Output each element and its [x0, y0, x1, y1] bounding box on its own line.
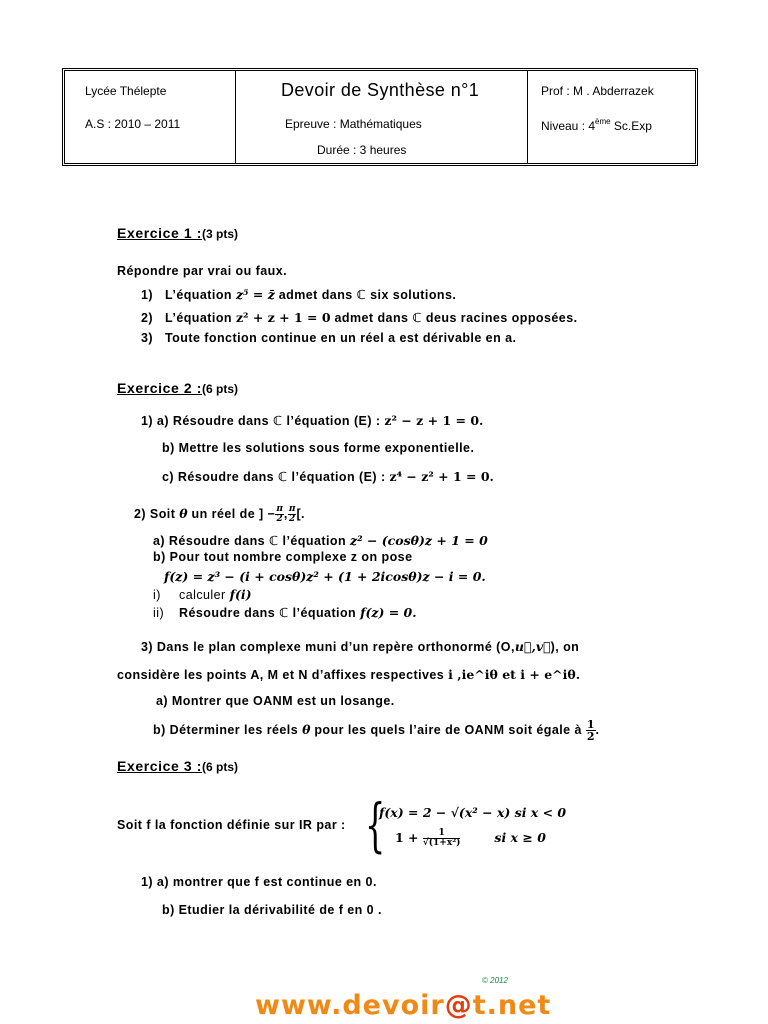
- exercise-3-title: Exercice 3 :(6 pts): [117, 758, 239, 774]
- exercise-3-intro: Soit f la fonction définie sur IR par :: [117, 818, 346, 832]
- exercise-2-part-1c: c) Résoudre dans ℂ l’équation (E) : z⁴ − z² + 1 = 0.: [162, 469, 494, 484]
- exam-title: Devoir de Synthèse n°1: [281, 80, 480, 100]
- exercise-3-question-1a: 1) a) montrer que f est continue en 0.: [141, 875, 377, 889]
- exam-subject: Epreuve : Mathématiques: [285, 117, 422, 131]
- teacher-name: Prof : M . Abderrazek: [541, 84, 654, 98]
- exercise-2-part-3a: a) Montrer que OANM est un losange.: [156, 694, 395, 708]
- exercise-2-part-2b: b) Pour tout nombre complexe z on pose: [153, 550, 413, 564]
- exercise-2-part-2i: i) calculer f(i): [153, 587, 252, 602]
- piecewise-case-1: f(x) = 2 − √(x² − x) si x < 0: [379, 805, 567, 820]
- class-level: Niveau : 4ème Sc.Exp: [541, 117, 652, 133]
- header-box: [62, 68, 698, 166]
- exercise-1-title: Exercice 1 :(3 pts): [117, 225, 239, 241]
- exercise-2-part-1a: 1) a) Résoudre dans ℂ l’équation (E) : z² − z + 1 = 0.: [141, 413, 484, 428]
- exercise-2-title: Exercice 2 :(6 pts): [117, 380, 239, 396]
- piecewise-brace: {: [365, 791, 386, 859]
- exercise-1-question-1: 1) L’équation z⁵ = z̄ admet dans ℂ six solutions.: [141, 287, 457, 302]
- header-divider: [235, 71, 236, 163]
- website-watermark: www.devoir@t.net: [255, 990, 552, 1021]
- exercise-2-part-3b: b) Déterminer les réels θ pour les quels l’aire de OANM soit égale à $\frac{1}{2}$ .: [153, 718, 600, 743]
- school-name: Lycée Thélepte: [85, 84, 167, 98]
- exercise-2-part-3-points: considère les points A, M et N d’affixes respectives i ,ie^iθ et i + e^iθ.: [117, 667, 581, 682]
- copyright-notice: © 2012: [482, 976, 508, 985]
- exercise-1-question-2: 2) L’équation z² + z + 1 = 0 admet dans ℂ deus racines opposées.: [141, 310, 578, 325]
- exercise-2-part-1b: b) Mettre les solutions sous forme exponentielle.: [162, 441, 475, 455]
- piecewise-case-2: 1 + $\frac{1}{\text{√(1+x²)}}$ si x ≥ 0: [395, 828, 546, 848]
- exercise-2-part-2: 2) Soit θ un réel de ] − $\frac{\pi}{2}$ , $\frac{\pi}{2}$ [.: [134, 504, 305, 524]
- header-divider: [527, 71, 528, 163]
- exam-duration: Durée : 3 heures: [317, 143, 407, 157]
- school-year: A.S : 2010 – 2011: [85, 117, 181, 131]
- exercise-3-question-1b: b) Etudier la dérivabilité de f en 0 .: [162, 903, 382, 917]
- exercise-2-part-2a: a) Résoudre dans ℂ l’équation z² − (cosθ)z + 1 = 0: [153, 533, 488, 548]
- exercise-2-function-f: f(z) = z³ − (i + cosθ)z² + (1 + 2icosθ)z − i = 0.: [164, 569, 486, 584]
- exercise-2-part-2ii: ii) Résoudre dans ℂ l’équation f(z) = 0.: [153, 605, 417, 620]
- exercise-1-intro: Répondre par vrai ou faux.: [117, 264, 288, 278]
- exercise-1-question-3: 3) Toute fonction continue en un réel a est dérivable en a.: [141, 331, 517, 345]
- exercise-2-part-3: 3) Dans le plan complexe muni d’un repère orthonormé (O,u⃗,v⃗), on: [141, 639, 580, 654]
